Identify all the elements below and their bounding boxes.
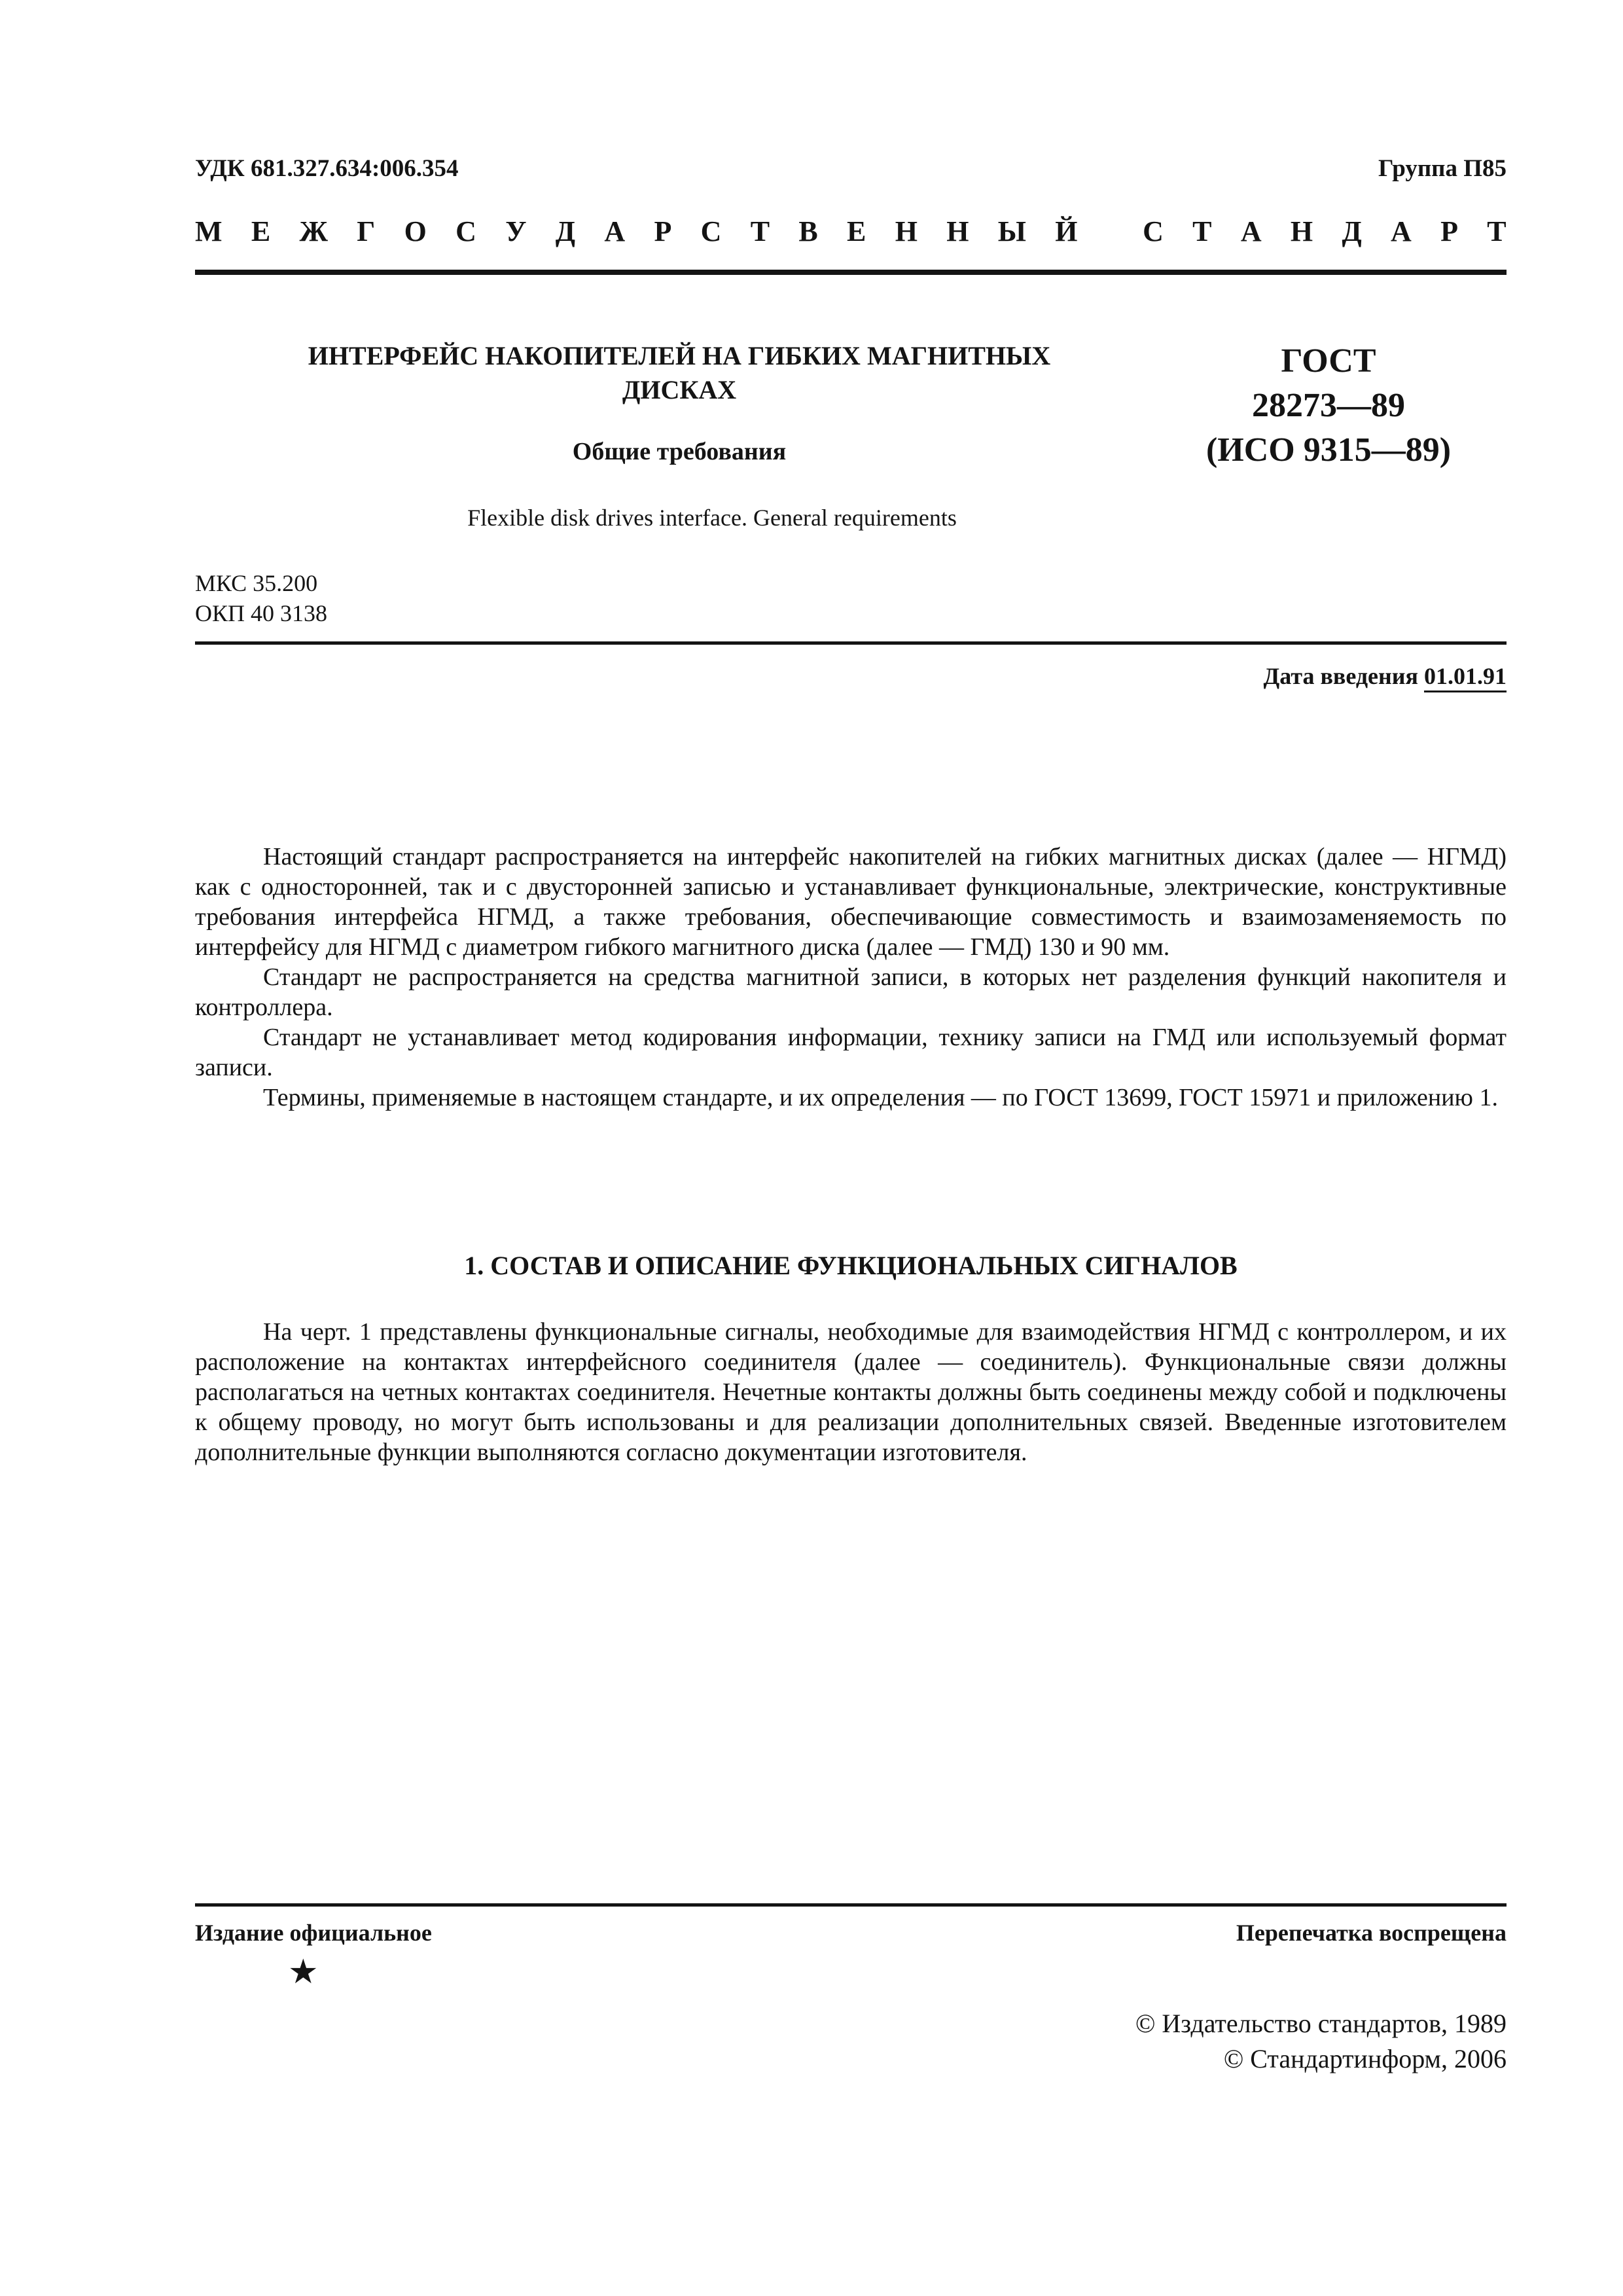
paragraph: На черт. 1 представлены функциональные сигналы, необходимые для взаимодействия НГМД с контроллером, и их расположение на контактах интерфейсного соединителя (далее — соединитель). Функциональные связи должны располагаться на четных контактах соединителя. Нечетные контакты должны быть соединены между собой и подключены к общему проводу, но могут быть использованы и для реализации дополнительных связей. Введенные изготовителем дополнительные функции выполняются согласно документации изготовителя.	[195, 1318, 1507, 1466]
udk-code: УДК 681.327.634:006.354	[195, 155, 459, 182]
footer-divider	[195, 1903, 1507, 1907]
banner-letter: Т	[750, 215, 770, 247]
banner-letter: О	[404, 215, 427, 247]
mks-code: МКС 35.200	[195, 570, 318, 596]
gost-designation	[1191, 339, 1466, 473]
banner-letter: Т	[1192, 215, 1212, 247]
document-title-line-1: ИНТЕРФЕЙС НАКОПИТЕЛЕЙ НА ГИБКИХ МАГНИТНЫХ	[308, 341, 1051, 370]
section-text	[195, 1317, 1507, 1467]
okp-code: ОКП 40 3138	[195, 600, 328, 626]
banner-letter: Д	[1342, 215, 1362, 247]
copyright-line-1: © Издательство стандартов, 1989	[1135, 2009, 1507, 2038]
banner-letter: А	[1391, 215, 1412, 247]
paragraph: Стандарт не распространяется на средства магнитной записи, в которых нет разделения функций накопителя и контроллера.	[195, 963, 1507, 1021]
codes-divider	[195, 641, 1507, 645]
banner-letter: А	[1240, 215, 1262, 247]
banner-letter: Р	[1440, 215, 1458, 247]
banner-letter: У	[505, 215, 527, 247]
copyright-line-2: © Стандартинформ, 2006	[1223, 2044, 1507, 2073]
banner-letter: Н	[895, 215, 918, 247]
section-heading: 1. СОСТАВ И ОПИСАНИЕ ФУНКЦИОНАЛЬНЫХ СИГНАЛОВ	[464, 1251, 1238, 1280]
classification-codes	[195, 568, 327, 628]
banner-letter: Н	[946, 215, 969, 247]
introduction-text	[195, 842, 1507, 1113]
banner-letter: Т	[1487, 215, 1507, 247]
reprint-prohibited-label: Перепечатка воспрещена	[1236, 1920, 1507, 1946]
group-code: Группа П85	[1378, 155, 1507, 182]
banner-letter: С	[700, 215, 722, 247]
introduction-date-value: 01.01.91	[1424, 663, 1507, 692]
paragraph: Стандарт не устанавливает метод кодирования информации, технику записи на ГМД или используемый формат записи.	[195, 1024, 1507, 1081]
banner-letter: М	[195, 215, 223, 247]
banner-gap	[1107, 215, 1114, 248]
document-title-line-2: ДИСКАХ	[622, 375, 737, 404]
banner-letter: Е	[847, 215, 866, 247]
header-divider	[195, 270, 1507, 275]
banner-letter: Д	[555, 215, 576, 247]
paragraph: Настоящий стандарт распространяется на интерфейс накопителей на гибких магнитных дисках (далее — НГМД) как с односторонней, так и с двусторонней записью и устанавливает функциональные, электрические, конструктивные требования интерфейса НГМД, а также требования, обеспечивающие совместимость и взаимозаменяемость по интерфейсу для НГМД с диаметром гибкого магнитного диска (далее — ГМД) 130 и 90 мм.	[195, 843, 1507, 961]
banner-letter: С	[1143, 215, 1164, 247]
official-edition-label: Издание официальное	[195, 1920, 432, 1946]
banner-letter: В	[798, 215, 818, 247]
banner-letter: Ы	[997, 215, 1026, 247]
introduction-date	[1264, 662, 1507, 690]
document-title	[195, 339, 1164, 407]
banner-letter: Е	[251, 215, 271, 247]
document-subtitle: Общие требования	[572, 438, 787, 465]
banner-letter: Ж	[299, 215, 328, 247]
gost-line-2: 28273—89	[1252, 387, 1405, 424]
banner-letter: С	[455, 215, 476, 247]
star-icon: ★	[288, 1954, 319, 1991]
gost-line-3: (ИСО 9315—89)	[1205, 431, 1452, 469]
banner-letter: Й	[1055, 215, 1078, 247]
banner-letter: Р	[654, 215, 672, 247]
banner-letter: А	[604, 215, 626, 247]
english-title: Flexible disk drives interface. General requirements	[467, 505, 957, 531]
introduction-date-label: Дата введения	[1263, 663, 1418, 689]
paragraph: Термины, применяемые в настоящем стандарте, и их определения — по ГОСТ 13699, ГОСТ 15971 и приложению 1.	[263, 1084, 1498, 1111]
banner-letter: Г	[357, 215, 376, 247]
banner-letter: Н	[1290, 215, 1313, 247]
gost-line-1: ГОСТ	[1281, 342, 1376, 380]
interstate-standard-banner	[195, 215, 1507, 251]
